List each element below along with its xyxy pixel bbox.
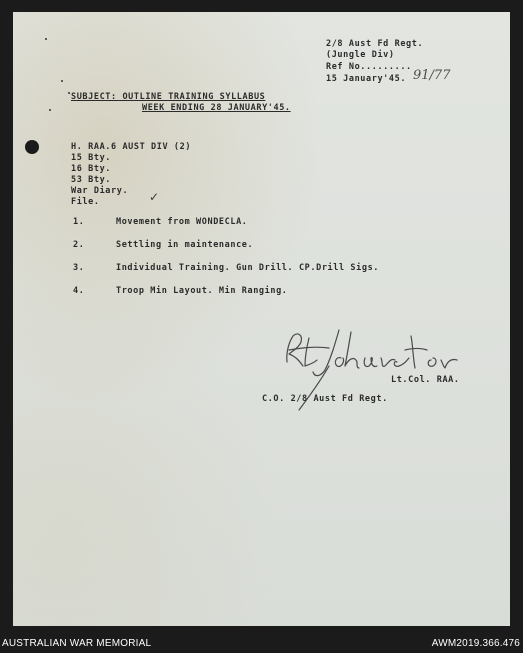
- distribution-line: H. RAA.6 AUST DIV (2): [71, 142, 192, 152]
- letterhead-date: 15 January'45.: [326, 74, 407, 84]
- ink-speck: [49, 109, 51, 111]
- item-text: Troop Min Layout. Min Ranging.: [116, 286, 288, 296]
- item-text: Individual Training. Gun Drill. CP.Drill Sigs.: [116, 263, 380, 273]
- item-number: 4.: [73, 286, 85, 296]
- ink-speck: [45, 38, 47, 40]
- footer-institution: AUSTRALIAN WAR MEMORIAL: [2, 638, 152, 649]
- letterhead-ref-label: Ref No.........: [326, 62, 412, 72]
- document-page: [13, 12, 510, 626]
- footer-catalog-id: AWM2019.366.476: [431, 638, 520, 649]
- letterhead-ref-number: 91/77: [413, 68, 451, 83]
- signoff-title: C.O. 2/8 Aust Fd Regt.: [262, 394, 388, 404]
- signoff-rank: Lt.Col. RAA.: [391, 375, 460, 385]
- ink-speck: [61, 80, 63, 82]
- distribution-line: 53 Bty.: [71, 175, 112, 185]
- letterhead-unit: 2/8 Aust Fd Regt.: [326, 39, 424, 49]
- item-text: Movement from WONDECLA.: [116, 217, 248, 227]
- ink-speck: [68, 92, 70, 94]
- punch-hole: [25, 140, 39, 154]
- distribution-line: War Diary.: [71, 186, 129, 196]
- distribution-line: 16 Bty.: [71, 164, 112, 174]
- subject-line-2: WEEK ENDING 28 JANUARY'45.: [142, 103, 291, 113]
- subject-line-1: SUBJECT: OUTLINE TRAINING SYLLABUS: [71, 92, 266, 102]
- checkmark-icon: ✓: [149, 190, 160, 204]
- item-number: 2.: [73, 240, 85, 250]
- letterhead-division: (Jungle Div): [326, 50, 395, 60]
- distribution-line: File.: [71, 197, 100, 207]
- item-number: 1.: [73, 217, 85, 227]
- distribution-line: 15 Bty.: [71, 153, 112, 163]
- item-text: Settling in maintenance.: [116, 240, 254, 250]
- item-number: 3.: [73, 263, 85, 273]
